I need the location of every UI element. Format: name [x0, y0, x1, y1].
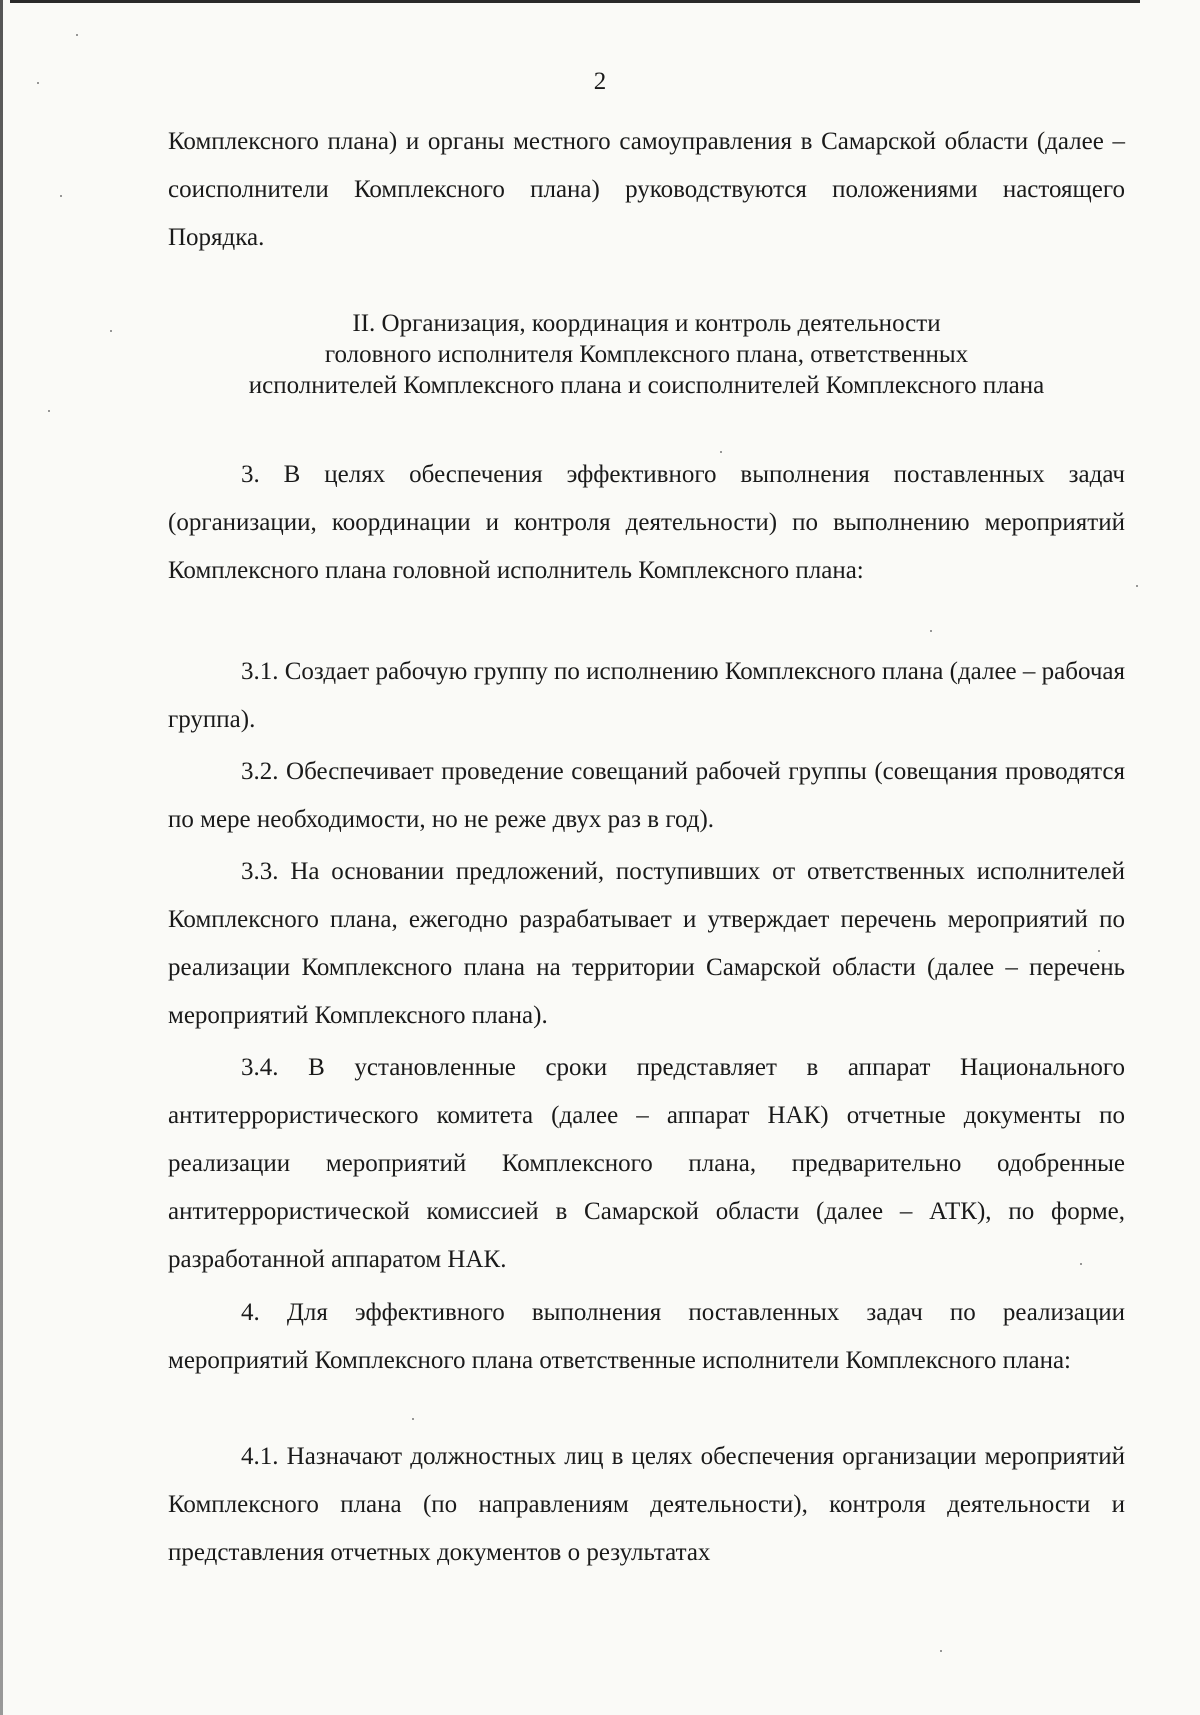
- section-heading-line-1: II. Организация, координация и контроль деятельности: [352, 310, 941, 337]
- paragraph-3-4: 3.4. В установленные сроки представляет в аппарат Национального антитеррористического комитета (далее – аппарат НАК) отчетные документы по реализации мероприятий Комплексного плана, предварительно одобренные антитеррористической комиссией в Самарской области (далее – АТК), по форме, разработанной аппаратом НАК.: [168, 1054, 1125, 1273]
- scan-speck: [1098, 950, 1100, 952]
- scan-speck: [720, 451, 722, 453]
- left-scan-edge: [0, 0, 3, 1715]
- paragraph-4-1: 4.1. Назначают должностных лиц в целях обеспечения организации мероприятий Комплексного плана (по направлениям деятельности), контроля деятельности и представления отчетных документов о результатах: [168, 1443, 1125, 1566]
- paragraph-3-3: 3.3. На основании предложений, поступивших от ответственных исполнителей Комплексного плана, ежегодно разрабатывает и утверждает перечень мероприятий по реализации Комплексного плана на территории Самарской области (далее – перечень мероприятий Комплексного плана).: [168, 858, 1125, 1029]
- section-heading-line-2: головного исполнителя Комплексного плана, ответственных: [324, 341, 969, 368]
- scan-speck: [940, 1650, 942, 1652]
- section-heading: [168, 308, 1125, 401]
- scan-speck: [76, 34, 78, 36]
- paragraph-3-1: 3.1. Создает рабочую группу по исполнению Комплексного плана (далее – рабочая группа).: [168, 658, 1125, 733]
- scan-speck: [48, 410, 50, 412]
- scan-speck: [412, 1418, 414, 1420]
- paragraph-3-2: 3.2. Обеспечивает проведение совещаний рабочей группы (совещания проводятся по мере необходимости, но не реже двух раз в год).: [168, 758, 1125, 833]
- scan-speck: [930, 630, 932, 632]
- page-number: 2: [593, 68, 607, 95]
- scan-speck: [1080, 1263, 1082, 1265]
- scan-speck: [110, 330, 112, 332]
- scan-speck: [1136, 585, 1138, 587]
- paragraph-4: 4. Для эффективного выполнения поставленных задач по реализации мероприятий Комплексного плана ответственные исполнители Комплексного плана:: [168, 1299, 1125, 1374]
- scan-speck: [37, 82, 39, 84]
- section-heading-line-3: исполнителей Комплексного плана и соисполнителей Комплексного плана: [248, 372, 1045, 399]
- intro-paragraph: Комплексного плана) и органы местного самоуправления в Самарской области (далее – соисполнители Комплексного плана) руководствуются положениями настоящего Порядка.: [168, 128, 1125, 251]
- paragraph-3: 3. В целях обеспечения эффективного выполнения поставленных задач (организации, координации и контроля деятельности) по выполнению мероприятий Комплексного плана головной исполнитель Комплексного плана:: [168, 461, 1125, 584]
- top-border-line: [10, 0, 1140, 3]
- scan-speck: [60, 195, 62, 197]
